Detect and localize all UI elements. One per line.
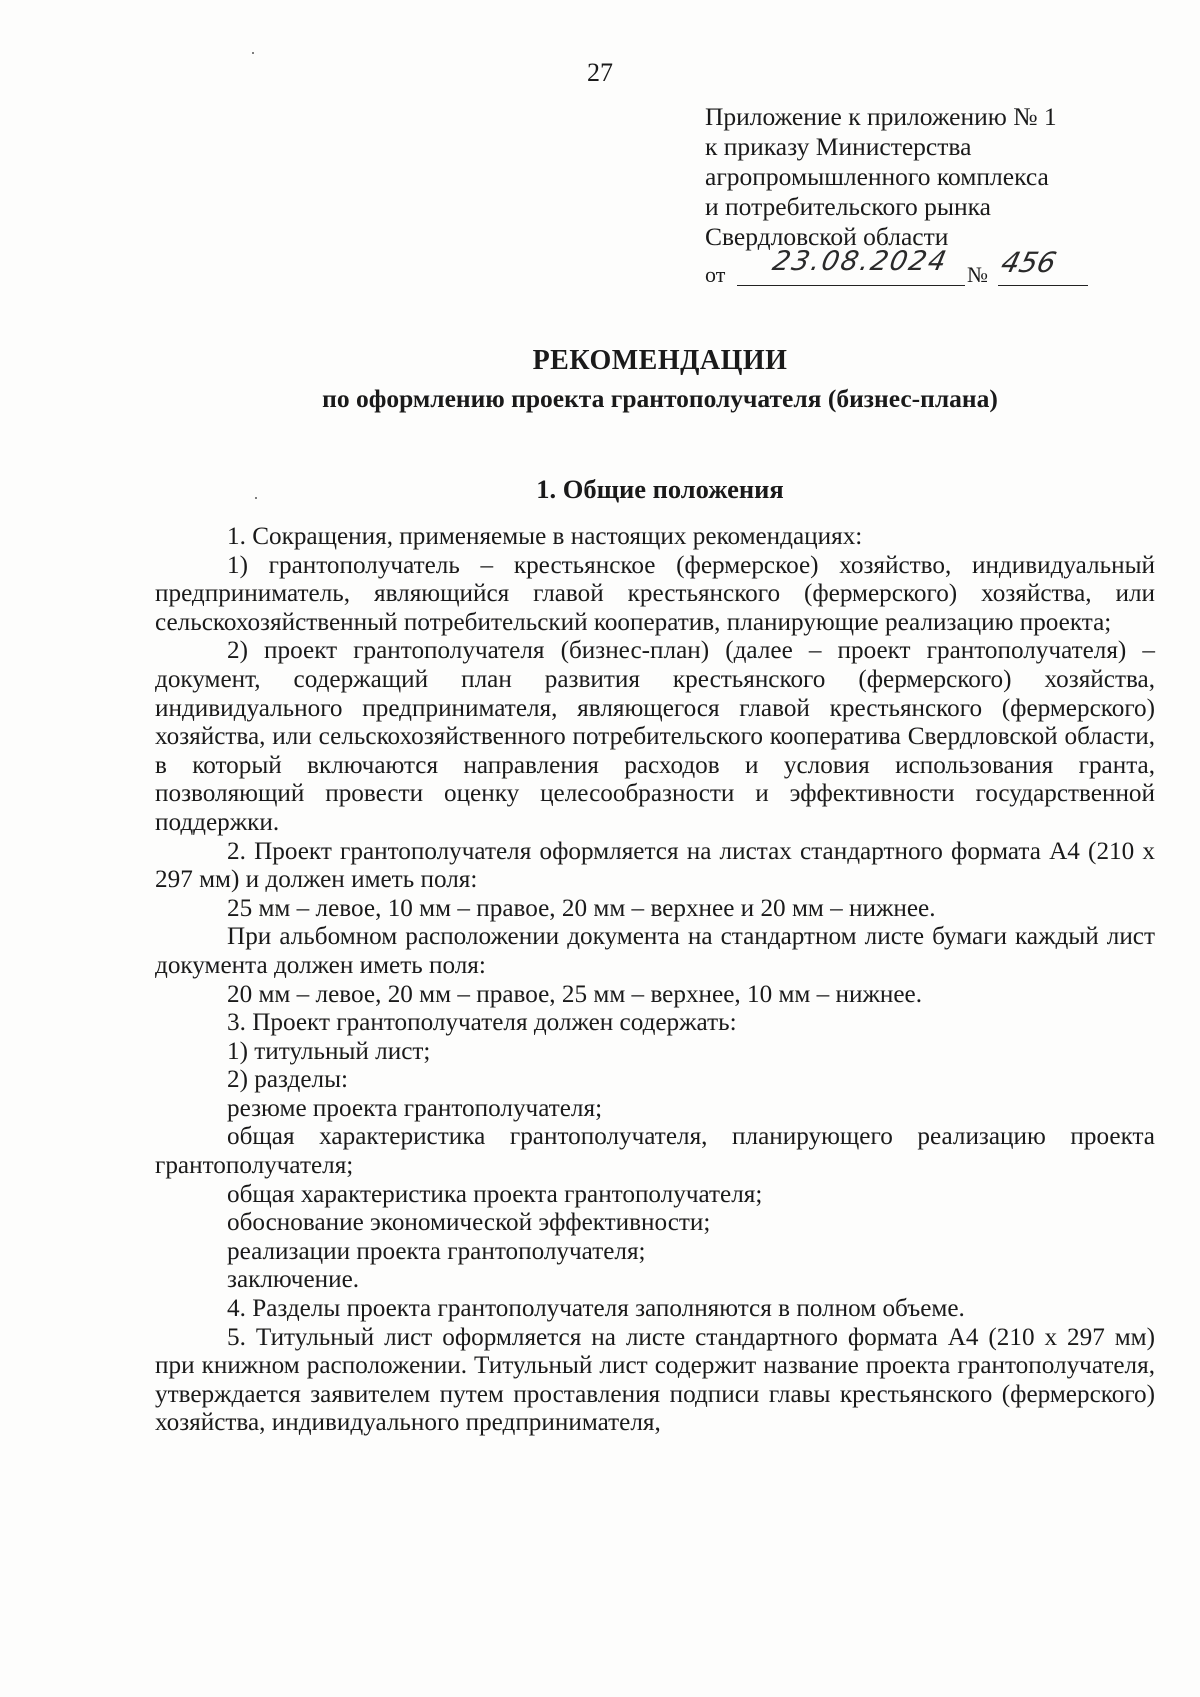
paragraph: 20 мм – левое, 20 мм – правое, 25 мм – верхнее, 10 мм – нижнее. [227,980,923,1008]
scan-speck [252,52,254,54]
list-item: 2) разделы: [227,1066,349,1094]
document-title: РЕКОМЕНДАЦИИ [532,345,788,376]
document-subtitle: по оформлению проекта грантополучателя (бизнес-плана) [322,384,998,413]
date-underline [737,285,965,286]
list-item: общая характеристика грантополучателя, планирующего реализацию проекта грантополучателя; [155,1123,1155,1180]
paragraph: 1. Сокращения, применяемые в настоящих рекомендациях: [227,523,863,550]
page-number: 27 [587,58,613,87]
paragraph: 2. Проект грантополучателя оформляется на листах стандартного формата А4 (210 х 297 мм) и должен иметь поля: [155,837,1155,894]
paragraph: 2) проект грантополучателя (бизнес-план) (далее – проект грантополучателя) – документ, содержащий план развития крестьянского (фермерского) хозяйства, индивидуального предпринимателя, являющегося главой крестьянского (фермерского) хозяйства, или сельскохозяйственного потребительского кооператива Свердловской области, в который включаются направления расходов и условия использования гранта, позволяющий провести оценку целесообразности и эффективности государственной поддержки. [155,637,1155,836]
paragraph: 3. Проект грантополучателя должен содержать: [227,1009,737,1037]
list-item: резюме проекта грантополучателя; [227,1094,603,1122]
appendix-block [705,102,1125,252]
handwritten-number: 456 [997,246,1060,279]
appendix-line: к приказу Министерства [705,132,972,161]
list-item: обоснование экономической эффективности; [227,1209,711,1237]
paragraph: 4. Разделы проекта грантополучателя заполняются в полном объеме. [227,1295,965,1323]
number-underline [998,285,1088,286]
paragraph: 1) грантополучатель – крестьянское (фермерское) хозяйство, индивидуальный предприниматель, являющийся главой крестьянского (фермерского) хозяйства, или сельскохозяйственный потребительский кооператив, планирующие реализацию проекта; [155,551,1155,636]
list-item: заключение. [227,1266,360,1294]
list-item: общая характеристика проекта грантополучателя; [227,1180,763,1208]
appendix-line: и потребительского рынка [705,192,992,221]
appendix-line: Свердловской области [705,222,949,251]
paragraph: 25 мм – левое, 10 мм – правое, 20 мм – верхнее и 20 мм – нижнее. [227,894,936,922]
order-date-number-line [705,246,1125,290]
appendix-line: Приложение к приложению № 1 [705,102,1057,131]
section-heading: 1. Общие положения [536,474,784,504]
body-text [155,523,1155,1438]
list-item: 1) титульный лист; [227,1037,431,1065]
handwritten-date: 23.08.2024 [769,246,951,277]
paragraph: При альбомном расположении документа на стандартном листе бумаги каждый лист документа должен иметь поля: [155,923,1155,979]
paragraph: 5. Титульный лист оформляется на листе стандартного формата А4 (210 х 297 мм) при книжном расположении. Титульный лист содержит название проекта грантополучателя, утверждается заявителем путем проставления подписи главы крестьянского (фермерского) хозяйства, индивидуального предпринимателя, [155,1323,1155,1437]
list-item: реализации проекта грантополучателя; [227,1237,646,1265]
number-label: № [967,262,988,287]
appendix-line: агропромышленного комплекса [705,162,1049,191]
from-label: от [705,262,726,287]
